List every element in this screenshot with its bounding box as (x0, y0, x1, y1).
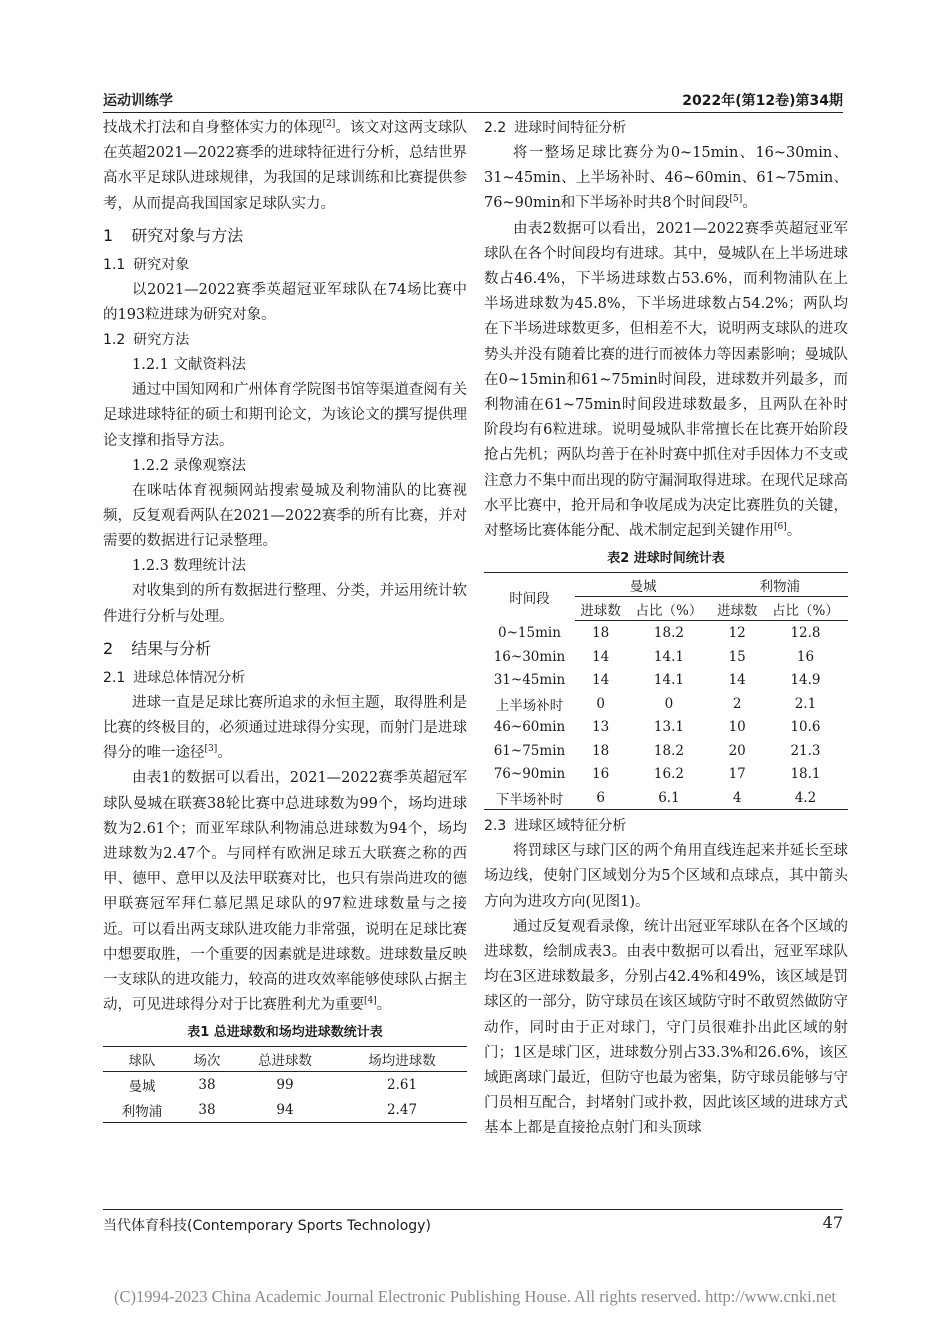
header-rule (103, 112, 843, 113)
paragraph-zone-1: 将罚球区与球门区的两个角用直线连起来并延长至球场边线，使射门区域划分为5个区域和点球点，其中箭头方向为进攻方向(见图1)。 (484, 843, 848, 910)
table-row (484, 621, 848, 645)
table-cell: 16~30min (493, 648, 566, 665)
table2-goal-times (484, 572, 848, 810)
table-row (484, 645, 848, 669)
left-column (103, 116, 467, 1123)
paragraph-time-1: 将一整场足球比赛分为0~15min、16~30min、31~45min、上半场补时、46~60min、61~75min、76~90min和下半场补时共8个时间段[5]。 (484, 145, 848, 212)
subsection-heading: 1.1 研究对象 (103, 256, 190, 273)
table-cell: 14.1 (653, 672, 684, 688)
table-cell: 46~60min (493, 719, 566, 735)
table-cell: 4 (732, 789, 742, 806)
table-cell: 14.9 (790, 672, 821, 688)
table-cell: 下半场补时 (495, 791, 564, 808)
table-header-cell: 占比（%） (763, 597, 848, 621)
table-row (484, 668, 848, 692)
page-number: 47 (822, 1213, 843, 1232)
table-row (103, 1097, 467, 1123)
table2-caption: 表2 进球时间统计表 (607, 551, 725, 567)
table-row (484, 786, 848, 810)
table-cell: 2.47 (386, 1101, 418, 1118)
subsection-heading: 1.2 研究方法 (103, 332, 190, 349)
journal-name: 当代体育科技(Contemporary Sports Technology) (103, 1218, 431, 1234)
table-row (484, 715, 848, 739)
table-cell: 6 (596, 789, 605, 806)
table-header-cell: 总进球数 (233, 1047, 337, 1072)
paragraph-method-literature: 通过中国知网和广州体育学院图书馆等渠道查阅有关足球进球特征的硕士和期刊论文，为该论文的撰写提供理论支撑和指导方法。 (103, 382, 467, 449)
table-cell: 99 (276, 1076, 294, 1093)
table-cell: 6.1 (658, 789, 680, 806)
table-cell: 2.1 (794, 695, 817, 712)
table-cell: 15 (728, 648, 746, 665)
table-group-header: 利物浦 (711, 573, 848, 597)
table-cell: 16.2 (653, 766, 684, 782)
paragraph-analysis-1: 进球一直是足球比赛所追求的永恒主题，取得胜利是比赛的终极目的，必须通过进球得分实现，而射门是进球得分的唯一途径[3]。 (103, 694, 467, 762)
table-cell: 17 (728, 766, 746, 782)
table-cell: 14 (592, 672, 610, 688)
citation-ref: [6] (774, 522, 787, 533)
table-cell: 2.61 (386, 1076, 418, 1093)
subsection-heading: 2.2 进球时间特征分析 (484, 120, 627, 136)
section-heading: 2 结果与分析 (103, 638, 212, 658)
table-cell: 18.1 (790, 766, 821, 782)
table-cell: 16 (592, 766, 610, 782)
footer-rule (103, 1209, 843, 1210)
table-row (103, 1072, 467, 1098)
table-cell: 20 (728, 742, 746, 759)
subsection-heading: 2.1 进球总体情况分析 (103, 669, 246, 686)
table-cell: 31~45min (493, 672, 566, 688)
table-cell: 4.2 (794, 789, 817, 806)
table-cell: 16 (796, 648, 815, 665)
table-cell: 14 (728, 672, 746, 688)
paragraph-zone-2: 通过反复观看录像，统计出冠亚军球队在各个区域的进球数，绘制成表3。由表中数据可以看出，冠亚军球队均在3区进球数最多，分别占42.4%和49%，该区域是罚球区的一部分，防守球员在该区域防守时不敢贸然做防守动作，同时由于正对球门，守门员很难扑出此区域的射门；1区是球门区，进球数分别占33.3%和26.6%，该区域距离球门最近，但防守也最为密集，防守球员能够与守门员相互配合，封堵射门或扑救，因此该区域的进球方式基本上都是直接抢点射门和头顶球 (484, 918, 848, 1137)
table-header-cell: 场均进球数 (337, 1047, 467, 1072)
table1-caption: 表1 总进球数和场均进球数统计表 (187, 1025, 383, 1041)
paragraph-time-2: 由表2数据可以看出，2021—2022赛季英超冠亚军球队在各个时间段均有进球。其中，曼城队在上半场进球数占46.4%，下半场进球数占53.6%，而利物浦队在上半场进球数为45.8%，下半场进球数占54.2%；两队均在下半场进球数更多，但相差不大，说明两支球队的进攻势头并没有随着比赛的进行而被体力等因素影响；曼城队在0~15min和61~75min时间段，进球数并列最多，而利物浦在61~75min时间段进球数最多，且两队在补时阶段均有6粒进球。说明曼城队非常擅长在比赛开始阶段抢占先机；两队均善于在补时赛中抓住对手因体力不支或注意力不集中而出现的防守漏洞取得进球。在现代足球高水平比赛中，抢开局和争收尾成为决定比赛胜负的关键，对整场比赛体能分配、战术制定起到关键作用[6]。 (484, 220, 848, 540)
citation-ref: [5] (729, 194, 743, 205)
table-cell: 2 (732, 695, 742, 712)
table-cell: 18.2 (653, 625, 684, 641)
table-cell: 0 (664, 695, 674, 712)
section-heading: 1 研究对象与方法 (103, 225, 244, 245)
table-cell: 12 (728, 625, 746, 641)
running-header-left: 运动训练学 (103, 93, 173, 109)
table-cell: 21.3 (790, 742, 821, 759)
table-cell: 上半场补时 (495, 697, 564, 714)
method-heading: 1.2.2 录像观察法 (132, 457, 247, 474)
table-cell: 18 (592, 625, 610, 641)
table-header-cell: 场次 (181, 1047, 233, 1072)
running-header-right: 2022年(第12卷)第34期 (682, 93, 843, 109)
subsection-heading: 2.3 进球区域特征分析 (484, 818, 627, 835)
paragraph-intro: 技战术打法和自身整体实力的体现[2]。该文对这两支球队在英超2021—2022赛季的进球特征进行分析，总结世界高水平足球队进球规律，为我国的足球训练和比赛提供参考，从而提高我国国家足球队实力。 (103, 119, 467, 212)
table-cell: 13 (592, 719, 610, 735)
table-cell: 38 (198, 1076, 216, 1093)
paragraph-method-video: 在咪咕体育视频网站搜索曼城及利物浦队的比赛视频，反复观看两队在2021—2022赛季的所有比赛，并对需要的数据进行记录整理。 (103, 482, 467, 550)
table1-goals-summary (103, 1046, 467, 1123)
table-cell: 13.1 (653, 719, 684, 735)
table-cell: 10.6 (790, 719, 821, 735)
table-group-header: 曼城 (575, 573, 712, 597)
table-row (484, 762, 848, 786)
paragraph-analysis-2: 由表1的数据可以看出，2021—2022赛季英超冠军球队曼城在联赛38轮比赛中总进球数为99个，场均进球数为2.61个；而亚军球队利物浦总进球数为94个，场均进球数为2.47个。与同样有欧洲足球五大联赛之称的西甲、德甲、意甲以及法甲联赛对比，也只有崇尚进攻的德甲联赛冠军拜仁慕尼黑足球队的97粒进球数量与之接近。可以看出两支球队进攻能力非常强，说明在足球比赛中想要取胜，一个重要的因素就是进球数。进球数量反映一支球队的进攻能力，较高的进攻效率能够使球队占据主动，可见进球得分对于比赛胜利尤为重要[4]。 (103, 770, 467, 1014)
table-cell: 0 (596, 695, 605, 712)
table-cell: 12.8 (790, 625, 821, 641)
table-cell: 61~75min (493, 742, 566, 759)
table-cell: 10 (728, 719, 746, 735)
table-cell: 76~90min (493, 766, 566, 782)
table-cell: 利物浦 (121, 1103, 163, 1120)
table-header-cell: 进球数 (711, 597, 763, 621)
paragraph-research-object: 以2021—2022赛季英超冠亚军球队在74场比赛中的193粒进球为研究对象。 (103, 281, 467, 324)
right-column (484, 116, 848, 1142)
table-cell: 94 (276, 1101, 294, 1118)
table-row (484, 739, 848, 763)
table-row (484, 692, 848, 716)
table-cell: 14 (592, 648, 610, 665)
table-cell: 曼城 (128, 1078, 156, 1095)
table-cell: 0~15min (498, 624, 561, 641)
table-cell: 14.1 (653, 648, 684, 665)
table-cell: 38 (198, 1101, 216, 1118)
method-heading: 1.2.1 文献资料法 (132, 357, 247, 374)
paragraph-method-statistics: 对收集到的所有数据进行整理、分类，并运用统计软件进行分析与处理。 (103, 583, 467, 625)
table-header-cell: 占比（%） (626, 597, 711, 621)
table-header-cell: 时间段 (509, 591, 550, 607)
citation-ref: [2] (322, 119, 336, 130)
citation-ref: [4] (364, 996, 377, 1007)
method-heading: 1.2.3 数理统计法 (132, 558, 247, 575)
copyright-watermark: (C)1994-2023 China Academic Journal Electronic Publishing House. All rights reserved. http://www.cnki.net (113, 1287, 837, 1306)
citation-ref: [3] (204, 744, 218, 755)
table-header-cell: 球队 (103, 1047, 181, 1072)
table-header-cell: 进球数 (575, 597, 627, 621)
table-cell: 18 (592, 742, 610, 759)
table-cell: 18.2 (653, 742, 684, 759)
